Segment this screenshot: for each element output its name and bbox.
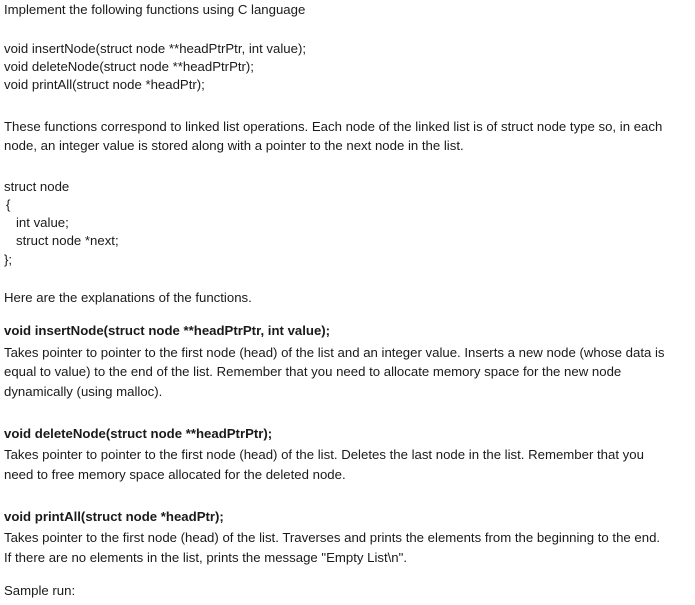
intro-text: Implement the following functions using C language xyxy=(4,2,306,17)
prototype-insert-node: void insertNode(struct node **headPtrPtr, int value); xyxy=(4,41,307,56)
insert-node-description: dynamically (using malloc). xyxy=(4,384,163,399)
description-line: These functions correspond to linked list operations. Each node of the linked list is of struct node type so, in each xyxy=(4,119,663,134)
description-line: node, an integer value is stored along with a pointer to the next node in the list. xyxy=(4,138,464,153)
prototype-delete-node: void deleteNode(struct node **headPtrPtr); xyxy=(4,59,254,74)
struct-field: struct node *next; xyxy=(16,233,119,248)
delete-node-description: Takes pointer to pointer to the first node (head) of the list. Deletes the last node in the list. Remember that you xyxy=(4,447,644,462)
delete-node-description: need to free memory space allocated for the deleted node. xyxy=(4,467,346,482)
delete-node-signature: void deleteNode(struct node **headPtrPtr); xyxy=(4,426,273,441)
print-all-description: If there are no elements in the list, prints the message "Empty List\n". xyxy=(4,550,407,565)
print-all-signature: void printAll(struct node *headPtr); xyxy=(4,509,224,524)
struct-header: struct node xyxy=(4,179,70,194)
insert-node-description: Takes pointer to pointer to the first node (head) of the list and an integer value. Inserts a new node (whose data is xyxy=(4,345,665,360)
sample-run-label: Sample run: xyxy=(4,583,76,598)
struct-close-brace: }; xyxy=(4,252,13,267)
struct-open-brace: { xyxy=(6,197,11,212)
explanations-heading: Here are the explanations of the functions. xyxy=(4,290,252,305)
print-all-description: Takes pointer to the first node (head) of the list. Traverses and prints the elements from the beginning to the end. xyxy=(4,530,661,545)
struct-field: int value; xyxy=(16,215,69,230)
prototype-print-all: void printAll(struct node *headPtr); xyxy=(4,77,205,92)
insert-node-description: equal to value) to the end of the list. Remember that you need to allocate memory space for the new node xyxy=(4,364,622,379)
insert-node-signature: void insertNode(struct node **headPtrPtr, int value); xyxy=(4,323,331,338)
